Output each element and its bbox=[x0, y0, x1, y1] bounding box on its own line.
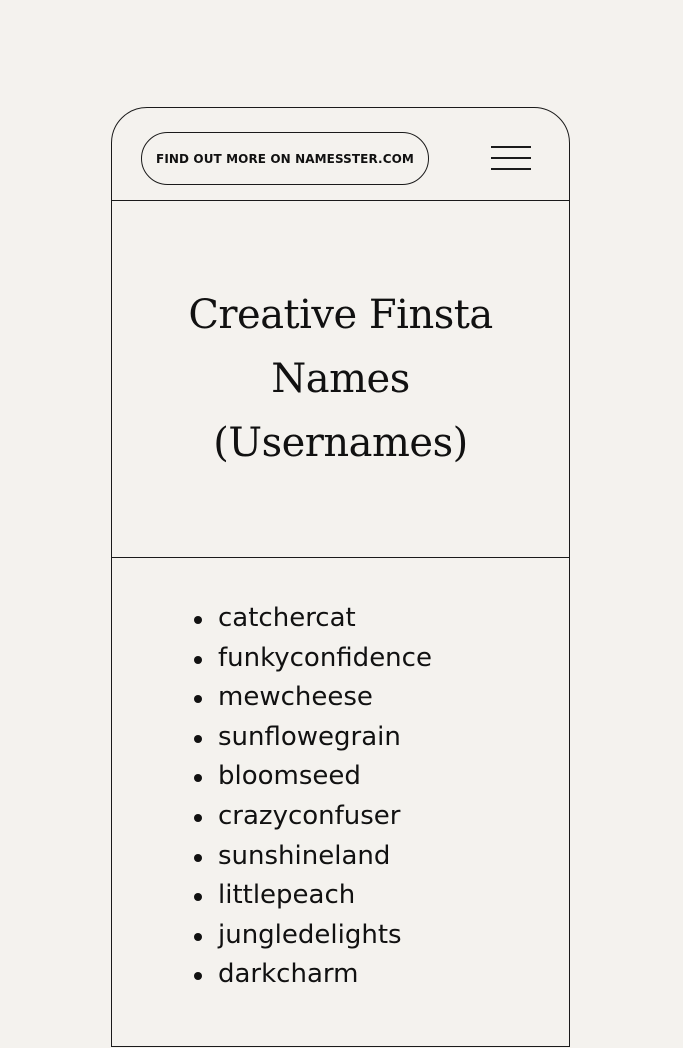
title-line: Creative Finsta bbox=[188, 292, 493, 338]
list-item: mewcheese bbox=[190, 678, 432, 718]
list-item: sunflowegrain bbox=[190, 718, 432, 758]
list-item: crazyconfuser bbox=[190, 797, 432, 837]
list-item: darkcharm bbox=[190, 955, 432, 995]
menu-line bbox=[491, 168, 531, 170]
list-item: littlepeach bbox=[190, 876, 432, 916]
list-item: jungledelights bbox=[190, 916, 432, 956]
list-item: bloomseed bbox=[190, 757, 432, 797]
list-item: sunshineland bbox=[190, 837, 432, 877]
list-item: funkyconfidence bbox=[190, 639, 432, 679]
hero-section bbox=[112, 201, 569, 558]
page-title bbox=[152, 283, 529, 475]
title-line: (Usernames) bbox=[213, 420, 468, 466]
find-out-more-button[interactable]: FIND OUT MORE ON NAMESSTER.COM bbox=[141, 132, 429, 185]
menu-line bbox=[491, 157, 531, 159]
top-bar bbox=[112, 108, 569, 201]
phone-frame bbox=[111, 107, 570, 1047]
names-section bbox=[112, 558, 569, 1048]
menu-line bbox=[491, 146, 531, 148]
username-list bbox=[190, 599, 432, 995]
list-item: catchercat bbox=[190, 599, 432, 639]
title-line: Names bbox=[271, 356, 410, 402]
hamburger-menu-icon[interactable] bbox=[491, 146, 531, 171]
